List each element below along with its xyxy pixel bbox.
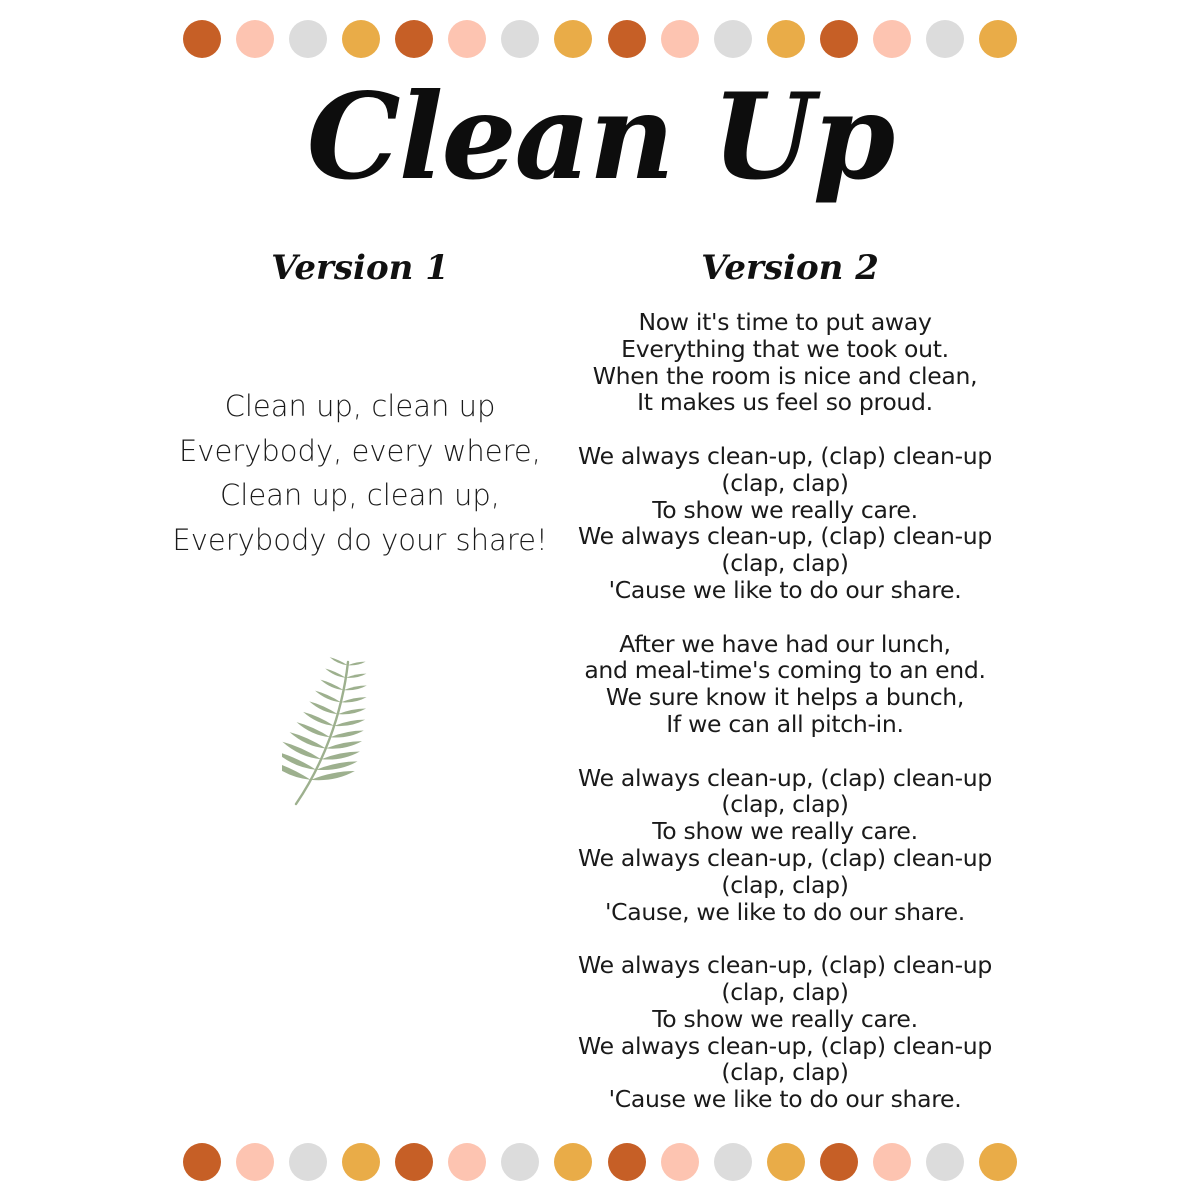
top-dot-border: [183, 20, 1017, 58]
lyric-line: (clap, clap): [721, 977, 849, 1006]
lyric-line: 'Cause, we like to do our share.: [605, 897, 965, 926]
decorative-dot: [342, 20, 380, 58]
lyric-line: (clap, clap): [721, 549, 849, 578]
decorative-dot: [714, 20, 752, 58]
decorative-dot: [714, 1143, 752, 1181]
decorative-dot: [979, 20, 1017, 58]
lyric-line: Everything that we took out.: [621, 334, 949, 363]
lyric-line: We always clean-up, (clap) clean-up: [578, 763, 992, 792]
decorative-dot: [767, 1143, 805, 1181]
lyric-line: We always clean-up, (clap) clean-up: [578, 843, 992, 872]
lyric-line: To show we really care.: [652, 1004, 918, 1033]
stanza: [560, 309, 1010, 416]
lyric-line: We always clean-up, (clap) clean-up: [578, 522, 992, 551]
lyric-line: Everybody, every where,: [178, 433, 541, 468]
stanza: [560, 952, 1010, 1113]
lyric-line: To show we really care.: [652, 817, 918, 846]
lyric-line: and meal-time's coming to an end.: [584, 656, 986, 685]
decorative-dot: [448, 20, 486, 58]
decorative-dot: [236, 20, 274, 58]
decorative-dot: [608, 20, 646, 58]
version-1-lyrics: [160, 384, 560, 562]
lyric-line: To show we really care.: [652, 495, 918, 524]
bottom-dot-border: [183, 1143, 1017, 1181]
decorative-dot: [767, 20, 805, 58]
lyric-line: If we can all pitch-in.: [666, 709, 904, 738]
lyric-line: We always clean-up, (clap) clean-up: [578, 441, 992, 470]
lyric-line: Clean up, clean up,: [220, 478, 500, 512]
lyric-line: We sure know it helps a bunch,: [605, 683, 965, 712]
decorative-dot: [236, 1143, 274, 1181]
decorative-dot: [342, 1143, 380, 1181]
lyric-line: 'Cause we like to do our share.: [608, 1085, 962, 1114]
decorative-dot: [554, 1143, 592, 1181]
decorative-dot: [608, 1143, 646, 1181]
lyric-line: Clean up, clean up: [224, 389, 496, 423]
decorative-dot: [661, 20, 699, 58]
lyric-line: Now it's time to put away: [638, 308, 932, 336]
decorative-dot: [183, 20, 221, 58]
lyric-line: We always clean-up, (clap) clean-up: [578, 951, 992, 980]
decorative-dot: [395, 1143, 433, 1181]
lyric-line: Everybody do your share!: [172, 522, 548, 557]
decorative-dot: [448, 1143, 486, 1181]
decorative-dot: [873, 1143, 911, 1181]
lyric-line: (clap, clap): [721, 870, 849, 899]
version-2-lyrics: [560, 309, 1010, 1113]
decorative-dot: [820, 20, 858, 58]
decorative-dot: [289, 1143, 327, 1181]
decorative-dot: [926, 1143, 964, 1181]
lyric-line: (clap, clap): [721, 468, 849, 497]
decorative-dot: [926, 20, 964, 58]
decorative-dot: [501, 1143, 539, 1181]
lyric-line: When the room is nice and clean,: [592, 361, 978, 390]
decorative-dot: [554, 20, 592, 58]
decorative-dot: [395, 20, 433, 58]
decorative-dot: [183, 1143, 221, 1181]
palm-leaf-icon: [282, 656, 397, 808]
decorative-dot: [661, 1143, 699, 1181]
decorative-dot: [289, 20, 327, 58]
stanza: [560, 765, 1010, 926]
decorative-dot: [820, 1143, 858, 1181]
page-title: Clean Up: [306, 67, 894, 206]
lyric-line: It makes us feel so proud.: [637, 388, 933, 417]
lyric-line: (clap, clap): [721, 790, 849, 819]
stanza: [560, 443, 1010, 604]
version-1-heading: Version 1: [271, 248, 449, 288]
decorative-dot: [873, 20, 911, 58]
version-2-heading: Version 2: [701, 248, 879, 288]
lyric-line: After we have had our lunch,: [619, 629, 951, 658]
stanza: [560, 631, 1010, 738]
decorative-dot: [501, 20, 539, 58]
lyric-line: We always clean-up, (clap) clean-up: [578, 1031, 992, 1060]
decorative-dot: [979, 1143, 1017, 1181]
lyric-line: 'Cause we like to do our share.: [608, 575, 962, 604]
lyric-line: (clap, clap): [721, 1058, 849, 1087]
